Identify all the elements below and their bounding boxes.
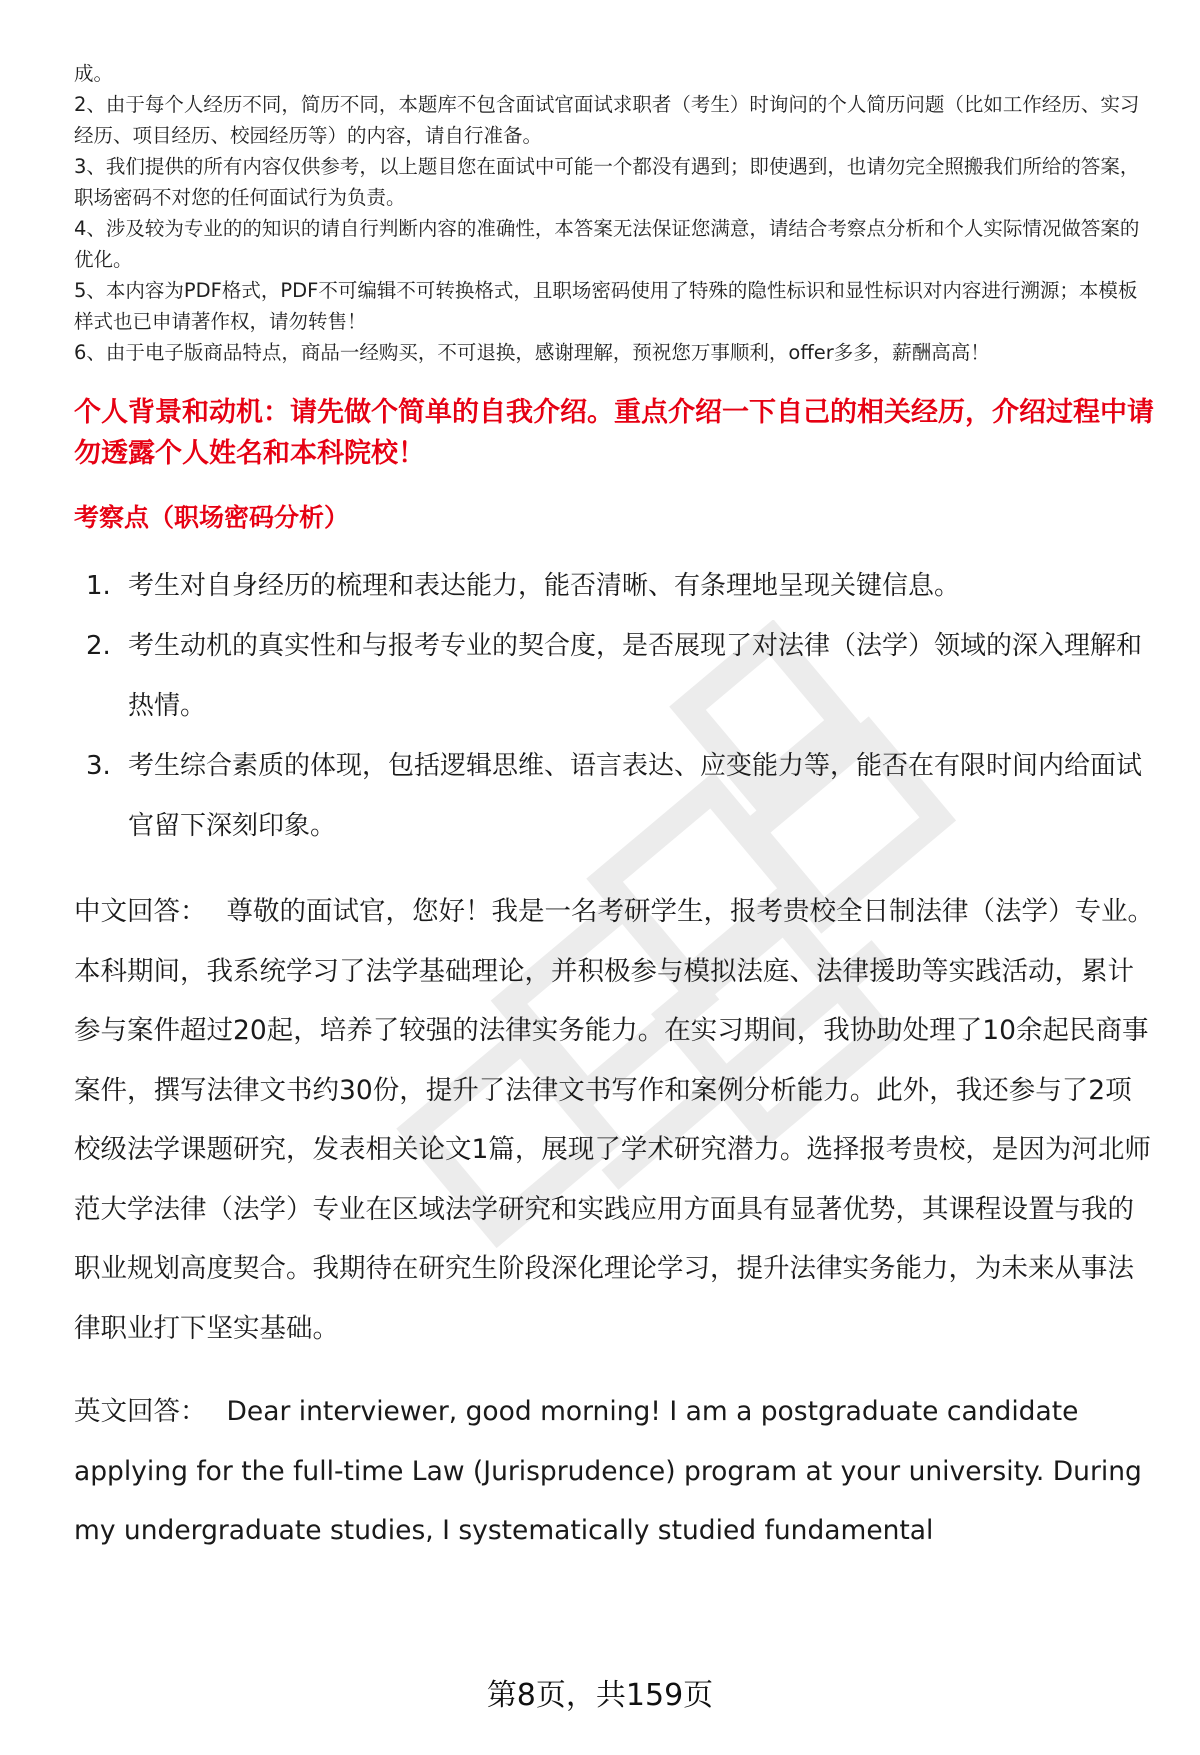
- focus-point: [74, 556, 1154, 616]
- focus-point: [74, 616, 1154, 736]
- focus-points-title: 考察点（职场密码分析）: [74, 503, 350, 532]
- focus-point-text: 考生动机的真实性和与报考专业的契合度，是否展现了对法律（法学）领域的深入理解和热情。: [128, 631, 1143, 721]
- note-item: 5、本内容为PDF格式，PDF不可编辑不可转换格式，且职场密码使用了特殊的隐性标识和显性标识对内容进行溯源；本模板样式也已申请著作权，请勿转售！: [74, 279, 1138, 333]
- focus-point-number: 3.: [86, 751, 111, 781]
- page-number-footer: 第8页，共159页: [486, 1678, 714, 1713]
- focus-point-text: 考生对自身经历的梳理和表达能力，能否清晰、有条理地呈现关键信息。: [128, 571, 961, 601]
- content-area: [74, 58, 1154, 1561]
- note-item: 6、由于电子版商品特点，商品一经购买，不可退换，感谢理解，预祝您万事顺利，offer多多，薪酬高高！: [74, 341, 990, 364]
- focus-point: [74, 736, 1154, 856]
- chinese-answer-text: 尊敬的面试官，您好！我是一名考研学生，报考贵校全日制法律（法学）专业。本科期间，我系统学习了法学基础理论，并积极参与模拟法庭、法律援助等实践活动，累计参与案件超过20起，培养了较强的法律实务能力。在实习期间，我协助处理了10余起民商事案件，撰写法律文书约30份，提升了法律文书写作和案例分析能力。此外，我还参与了2项校级法学课题研究，发表相关论文1篇，展现了学术研究潜力。选择报考贵校，是因为河北师范大学法律（法学）专业在区域法学研究和实践应用方面具有显著优势，其课程设置与我的职业规划高度契合。我期待在研究生阶段深化理论学习，提升法律实务能力，为未来从事法律职业打下坚实基础。: [74, 896, 1154, 1344]
- english-answer: [74, 1382, 1154, 1561]
- english-answer-text: Dear interviewer, good morning! I am a postgraduate candidate applying for the full-time Law (Jurisprudence) program at your university. During my undergraduate studies, I systematically studied fundamental: [74, 1396, 1142, 1546]
- note-item: 4、涉及较为专业的的知识的请自行判断内容的准确性，本答案无法保证您满意，请结合考察点分析和个人实际情况做答案的优化。: [74, 217, 1140, 271]
- chinese-answer-label: 中文回答：: [74, 896, 207, 927]
- note-item: 成。: [74, 62, 114, 85]
- english-answer-label: 英文回答：: [74, 1396, 207, 1427]
- notes-section: [74, 58, 1154, 368]
- note-item: 3、我们提供的所有内容仅供参考，以上题目您在面试中可能一个都没有遇到；即使遇到，也请勿完全照搬我们所给的答案，职场密码不对您的任何面试行为负责。: [74, 155, 1140, 209]
- focus-points-list: [74, 556, 1154, 856]
- chinese-answer: [74, 882, 1154, 1358]
- focus-point-number: 2.: [86, 631, 111, 661]
- note-item: 2、由于每个人经历不同，简历不同，本题库不包含面试官面试求职者（考生）时询问的个人简历问题（比如工作经历、实习经历、项目经历、校园经历等）的内容，请自行准备。: [74, 93, 1140, 147]
- focus-point-text: 考生综合素质的体现，包括逻辑思维、语言表达、应变能力等，能否在有限时间内给面试官留下深刻印象。: [128, 751, 1143, 841]
- focus-point-number: 1.: [86, 571, 111, 601]
- question-heading: 个人背景和动机：请先做个简单的自我介绍。重点介绍一下自己的相关经历，介绍过程中请勿透露个人姓名和本科院校！: [74, 397, 1154, 469]
